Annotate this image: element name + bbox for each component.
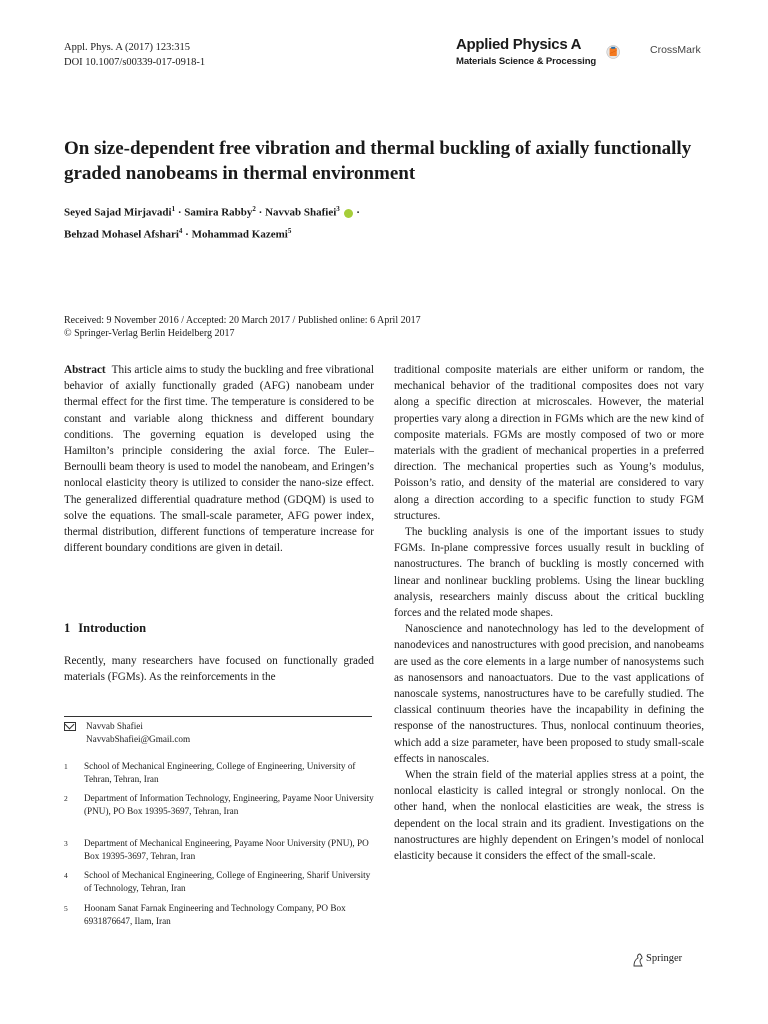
- publication-dates: [64, 314, 704, 340]
- crossmark-label[interactable]: CrossMark: [650, 44, 701, 56]
- crossmark-icon[interactable]: [606, 33, 646, 71]
- section-heading: [64, 621, 146, 636]
- corresponding-author: [64, 720, 374, 746]
- affiliation-number: 1: [64, 762, 68, 771]
- journal-citation: Appl. Phys. A (2017) 123:315: [64, 42, 191, 53]
- affiliation-item: [64, 792, 374, 834]
- author-affiliation-mark: 4: [178, 226, 183, 235]
- author-affiliation-mark: 5: [287, 226, 292, 235]
- affiliation-item: [64, 760, 374, 788]
- body-paragraph: The buckling analysis is one of the important issues to study FGMs. In-plane compressive forces usually result in buckling of nanostructures. The branch of buckling is mostly concerned with linear and nonlinear buckling problems. Using the linear buckling analysis, researchers mainly discuss about the critical buckling forces and the related mode shapes.: [394, 526, 704, 620]
- section-number: 1: [64, 621, 71, 635]
- springer-horse-icon: [632, 953, 644, 967]
- affiliation-item: [64, 902, 374, 930]
- author-separator: ·: [258, 206, 263, 219]
- author-separator: ·: [356, 206, 360, 219]
- body-paragraph: Nanoscience and nanotechnology has led to the development of nanodevices and nanostructures with good precision, and nanobeams are used as the core elements in a large number of nanosystems such as nanosensors and nanoactuators. Due to the vast applications of nanoscale systems, nanostructures have to be carefully studied. The classical continuum theories have the incapability in defining the response of the nanostructures. Thus, nonlocal continuum theories, which add a size parameter, have been proposed to study small-scale effects in nanoscales.: [394, 623, 704, 765]
- author-name[interactable]: Navvab Shafiei: [265, 206, 337, 219]
- affiliation-text: School of Mechanical Engineering, College of Engineering, Sharif University of Technology, Tehran, Iran: [84, 870, 371, 893]
- affiliation-text: Department of Information Technology, Engineering, Payame Noor University (PNU), PO Box 19395-3697, Tehran, Iran: [84, 793, 374, 816]
- author-name[interactable]: Mohammad Kazemi: [191, 228, 288, 241]
- history-dates: Received: 9 November 2016 / Accepted: 20 March 2017 / Published online: 6 April 2017: [64, 315, 421, 326]
- affiliation-text: Hoonam Sanat Farnak Engineering and Technology Company, PO Box 6931876647, Ilam, Iran: [84, 903, 346, 926]
- author-line-1: [64, 200, 704, 222]
- author-list: [64, 200, 704, 243]
- author-separator: ·: [185, 228, 189, 241]
- abstract: [64, 362, 374, 556]
- journal-name: Applied Physics A: [456, 36, 582, 53]
- affiliation-number: 4: [64, 871, 68, 880]
- intro-text: Recently, many researchers have focused on functionally graded materials (FGMs). As the reinforcements in the: [64, 655, 374, 684]
- author-name[interactable]: Seyed Sajad Mirjavadi: [64, 206, 172, 219]
- mail-icon: [64, 722, 76, 731]
- publisher-label: Springer: [646, 953, 683, 964]
- paper-title: On size-dependent free vibration and thermal buckling of axially functionally graded nanobeams in thermal environment: [64, 138, 692, 184]
- journal-reference: [64, 40, 205, 70]
- affiliation-item: [64, 837, 374, 865]
- author-line-2: [64, 222, 704, 244]
- affiliation-number: 3: [64, 839, 68, 848]
- author-name[interactable]: Samira Rabby: [184, 206, 253, 219]
- intro-paragraph: [64, 653, 374, 685]
- corresponding-name: Navvab Shafiei: [86, 721, 143, 731]
- section-title: Introduction: [78, 621, 147, 635]
- affiliation-text: School of Mechanical Engineering, College of Engineering, University of Tehran, Tehran, Iran: [84, 761, 356, 784]
- abstract-label: Abstract: [64, 364, 106, 376]
- footnote-divider: [64, 716, 372, 717]
- orcid-icon[interactable]: [344, 209, 353, 218]
- author-separator: ·: [177, 206, 182, 219]
- body-paragraph: When the strain field of the material applies stress at a point, the nonlocal elasticity is called integral or strongly nonlocal. On the other hand, when the nonlocal elasticities are weak, the stress is dependent on the local strain and its gradient. Investigations on the nanostructures are highly dependent on Eringen’s model of nonlocal elasticity because it considers the effect of the small-scale.: [394, 769, 704, 863]
- abstract-text: This article aims to study the buckling and free vibrational behavior of axially functionally graded (AFG) nanobeam under thermal effect for the first time. The temperature is considered to be constant and variable along thickness and different boundary conditions. The governing equation is developed using the Hamilton’s principle considering the axial force. The Euler–Bernoulli beam theory is used to model the nanobeam, and Eringen’s nonlocal elasticity theory is utilized to consider the nano-size effect. The generalized differential quadrature method (GDQM) is used to solve the equations. The small-scale parameter, AFG power index, thermal distribution, different functions of temperature increase for different boundary conditions are given in detail.: [64, 364, 374, 555]
- affiliation-number: 5: [64, 904, 68, 913]
- body-paragraph: traditional composite materials are either uniform or random, the mechanical behavior of the traditional composites does not vary along a specific direction at microscales. However, the material properties vary along a direction in FGMs which are the new kind of composite materials. FGMs are mostly composed of two or more materials with the gradient of mechanical properties in a preferred direction. The mechanical properties such as Young’s modulus, Poisson’s ratio, and density of the material are considered to vary along a direction according to a specific function to study FGM structures.: [394, 364, 704, 522]
- affiliation-text: Department of Mechanical Engineering, Payame Noor University (PNU), PO Box 19395-3697, Tehran, Iran: [84, 838, 369, 861]
- author-affiliation-mark: 3: [336, 205, 340, 213]
- author-affiliation-mark: 1: [171, 205, 176, 213]
- journal-subtitle: Materials Science & Processing: [456, 56, 597, 67]
- corresponding-email[interactable]: NavvabShafiei@Gmail.com: [86, 734, 191, 744]
- affiliation-item: [64, 869, 374, 897]
- intro-continued: [394, 362, 704, 864]
- affiliation-number: 2: [64, 794, 68, 803]
- copyright: © Springer-Verlag Berlin Heidelberg 2017: [64, 328, 235, 339]
- author-name[interactable]: Behzad Mohasel Afshari: [64, 228, 179, 241]
- doi[interactable]: DOI 10.1007/s00339-017-0918-1: [64, 57, 206, 68]
- author-affiliation-mark: 2: [252, 205, 256, 213]
